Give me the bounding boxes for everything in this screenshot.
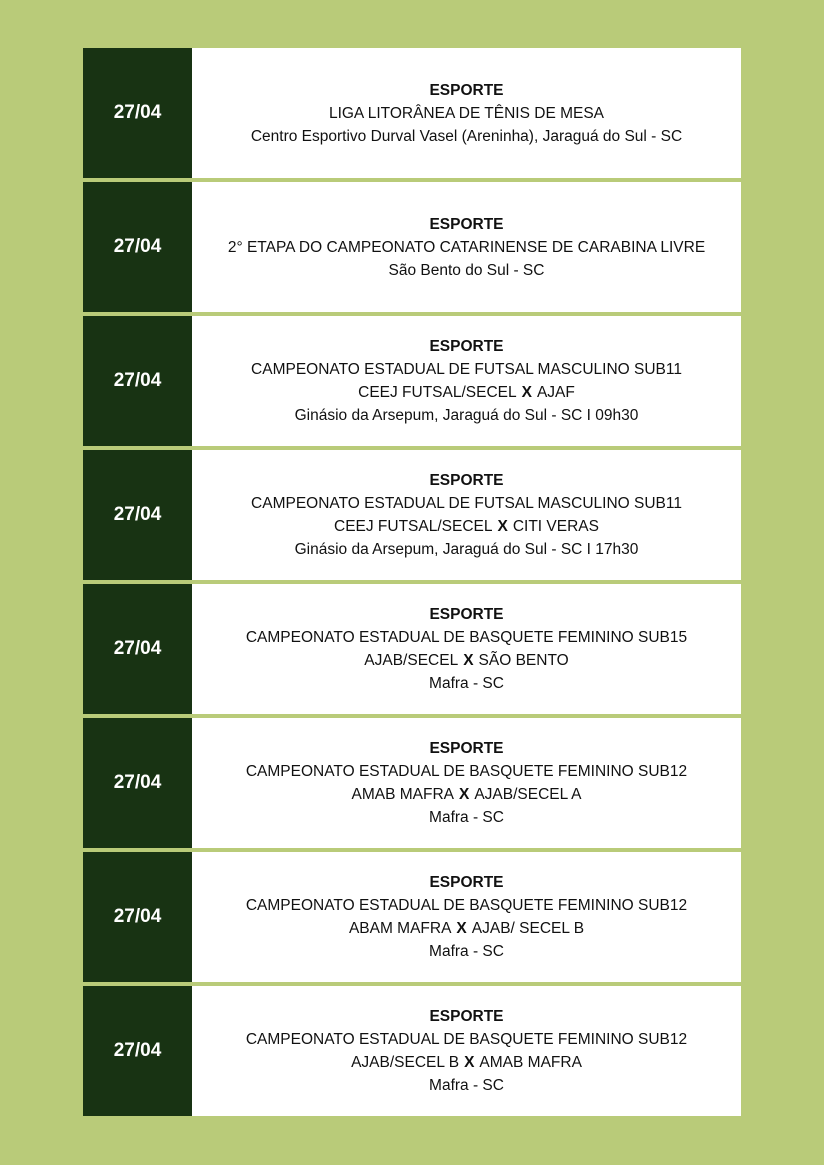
event-location: Ginásio da Arsepum, Jaraguá do Sul - SC I 09h30: [294, 407, 639, 424]
event-location: Ginásio da Arsepum, Jaraguá do Sul - SC I 17h30: [294, 541, 639, 558]
versus-mark: X: [464, 1054, 475, 1071]
event-location: Mafra - SC: [429, 943, 504, 960]
event-title: 2° ETAPA DO CAMPEONATO CATARINENSE DE CARABINA LIVRE: [227, 238, 706, 256]
event-category: ESPORTE: [429, 740, 504, 757]
event-title: CAMPEONATO ESTADUAL DE FUTSAL MASCULINO SUB11: [251, 495, 682, 512]
event-info: [192, 316, 741, 446]
event-row: [83, 450, 741, 580]
team-b: AJAB/SECEL A: [474, 786, 582, 803]
event-location: São Bento do Sul - SC: [388, 261, 545, 279]
event-matchup: [352, 783, 582, 806]
event-matchup: [334, 515, 599, 538]
event-schedule: [83, 48, 741, 1116]
event-date: 27/04: [83, 852, 192, 982]
event-category: ESPORTE: [429, 81, 504, 99]
event-title: CAMPEONATO ESTADUAL DE FUTSAL MASCULINO SUB11: [251, 361, 682, 378]
team-a: AJAB/SECEL: [364, 652, 459, 669]
event-category: ESPORTE: [429, 606, 504, 623]
event-date: 27/04: [83, 48, 192, 178]
event-info: [192, 48, 741, 178]
event-matchup: [364, 649, 568, 672]
event-info: [192, 584, 741, 714]
event-location: Mafra - SC: [429, 809, 504, 826]
versus-mark: X: [459, 786, 470, 803]
team-a: CEEJ FUTSAL/SECEL: [358, 384, 517, 401]
event-matchup: [351, 1051, 582, 1074]
event-category: ESPORTE: [429, 1008, 504, 1025]
event-location: Centro Esportivo Durval Vasel (Areninha), Jaraguá do Sul - SC: [250, 127, 683, 145]
event-date: 27/04: [83, 718, 192, 848]
team-a: ABAM MAFRA: [348, 920, 452, 937]
event-category: ESPORTE: [429, 338, 504, 355]
event-location: Mafra - SC: [429, 675, 504, 692]
versus-mark: X: [456, 920, 467, 937]
team-a: AMAB MAFRA: [351, 786, 454, 803]
event-row: [83, 718, 741, 848]
event-title: CAMPEONATO ESTADUAL DE BASQUETE FEMININO SUB12: [245, 897, 688, 914]
event-title: CAMPEONATO ESTADUAL DE BASQUETE FEMININO SUB15: [245, 629, 688, 646]
event-row: [83, 182, 741, 312]
team-b: AMAB MAFRA: [479, 1054, 582, 1071]
event-date: 27/04: [83, 986, 192, 1116]
event-row: [83, 584, 741, 714]
event-info: [192, 450, 741, 580]
team-a: AJAB/SECEL B: [351, 1054, 460, 1071]
team-b: SÃO BENTO: [478, 652, 569, 669]
event-date: 27/04: [83, 584, 192, 714]
team-b: AJAF: [536, 384, 575, 401]
versus-mark: X: [497, 518, 508, 535]
event-date: 27/04: [83, 450, 192, 580]
event-category: ESPORTE: [429, 215, 504, 233]
versus-mark: X: [463, 652, 474, 669]
team-b: AJAB/ SECEL B: [471, 920, 585, 937]
team-a: CEEJ FUTSAL/SECEL: [334, 518, 493, 535]
event-date: 27/04: [83, 316, 192, 446]
event-date: 27/04: [83, 182, 192, 312]
event-row: [83, 852, 741, 982]
event-row: [83, 986, 741, 1116]
event-info: [192, 986, 741, 1116]
team-b: CITI VERAS: [512, 518, 599, 535]
event-row: [83, 316, 741, 446]
event-location: Mafra - SC: [429, 1077, 504, 1094]
event-row: [83, 48, 741, 178]
event-category: ESPORTE: [429, 874, 504, 891]
event-category: ESPORTE: [429, 472, 504, 489]
event-info: [192, 852, 741, 982]
event-info: [192, 718, 741, 848]
event-matchup: [349, 917, 584, 940]
event-title: LIGA LITORÂNEA DE TÊNIS DE MESA: [328, 104, 605, 122]
event-info: [192, 182, 741, 312]
event-title: CAMPEONATO ESTADUAL DE BASQUETE FEMININO SUB12: [245, 1031, 688, 1048]
event-matchup: [358, 381, 575, 404]
versus-mark: X: [521, 384, 532, 401]
event-title: CAMPEONATO ESTADUAL DE BASQUETE FEMININO SUB12: [245, 763, 688, 780]
